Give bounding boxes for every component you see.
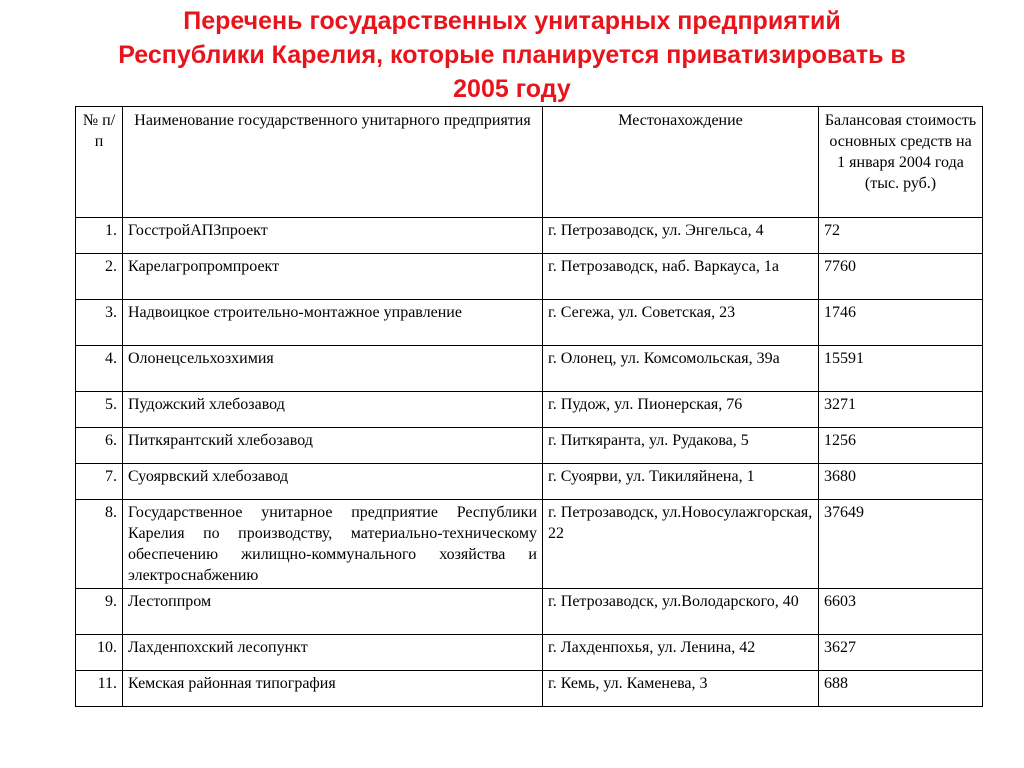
row-value: 1746 [819,300,983,346]
row-name: Надвоицкое строительно-монтажное управление [123,300,543,346]
row-name: Карелагропромпроект [123,254,543,300]
row-name: Кемская районная типография [123,671,543,707]
row-name: Лестоппром [123,589,543,635]
row-value: 37649 [819,500,983,589]
table-row [76,392,983,428]
table-row [76,500,983,589]
title-line-3: 2005 году [453,75,571,103]
table-row [76,464,983,500]
header-location: Местонахождение [543,107,819,218]
row-location: г. Олонец, ул. Комсомольская, 39а [543,346,819,392]
row-location: г. Суоярви, ул. Тикиляйнена, 1 [543,464,819,500]
row-num: 10. [76,635,123,671]
row-location: г. Петрозаводск, наб. Варкауса, 1а [543,254,819,300]
row-value: 6603 [819,589,983,635]
table-row [76,346,983,392]
table-row [76,254,983,300]
row-location: г. Питкяранта, ул. Рудакова, 5 [543,428,819,464]
row-num: 2. [76,254,123,300]
header-value: Балансовая стоимость основных средств на 1 января 2004 года (тыс. руб.) [819,107,983,218]
row-value: 3271 [819,392,983,428]
row-num: 5. [76,392,123,428]
row-name: ГосстройАПЗпроект [123,218,543,254]
header-num: № п/п [76,107,123,218]
title-line-2: Республики Карелия, которые планируется приватизировать в [118,41,906,69]
row-value: 1256 [819,428,983,464]
header-name: Наименование государственного унитарного предприятия [123,107,543,218]
row-location: г. Сегежа, ул. Советская, 23 [543,300,819,346]
row-location: г. Лахденпохья, ул. Ленина, 42 [543,635,819,671]
table-row [76,300,983,346]
row-value: 688 [819,671,983,707]
row-value: 3627 [819,635,983,671]
row-location: г. Петрозаводск, ул.Володарского, 40 [543,589,819,635]
row-num: 8. [76,500,123,589]
row-num: 6. [76,428,123,464]
row-location: г. Петрозаводск, ул.Новосулажгорская, 22 [543,500,819,589]
row-value: 3680 [819,464,983,500]
row-num: 1. [76,218,123,254]
table-row [76,218,983,254]
row-value: 72 [819,218,983,254]
row-num: 4. [76,346,123,392]
row-name: Олонецсельхозхимия [123,346,543,392]
title-line-1: Перечень государственных унитарных предприятий [183,7,841,35]
row-name: Суоярвский хлебозавод [123,464,543,500]
row-name: Государственное унитарное предприятие Республики Карелия по производству, материально-техническому обеспечению жилищно-коммунального хозяйства и электроснабжению [123,500,543,589]
row-num: 9. [76,589,123,635]
enterprises-table [75,106,983,707]
table-row [76,671,983,707]
row-name: Пудожский хлебозавод [123,392,543,428]
row-value: 15591 [819,346,983,392]
row-name: Лахденпохский лесопункт [123,635,543,671]
row-location: г. Петрозаводск, ул. Энгельса, 4 [543,218,819,254]
row-num: 3. [76,300,123,346]
table-row [76,428,983,464]
row-value: 7760 [819,254,983,300]
row-num: 11. [76,671,123,707]
table-header-row [76,107,983,218]
row-name: Питкярантский хлебозавод [123,428,543,464]
table-row [76,589,983,635]
table-row [76,635,983,671]
row-location: г. Пудож, ул. Пионерская, 76 [543,392,819,428]
row-num: 7. [76,464,123,500]
row-location: г. Кемь, ул. Каменева, 3 [543,671,819,707]
page-title [40,4,984,106]
